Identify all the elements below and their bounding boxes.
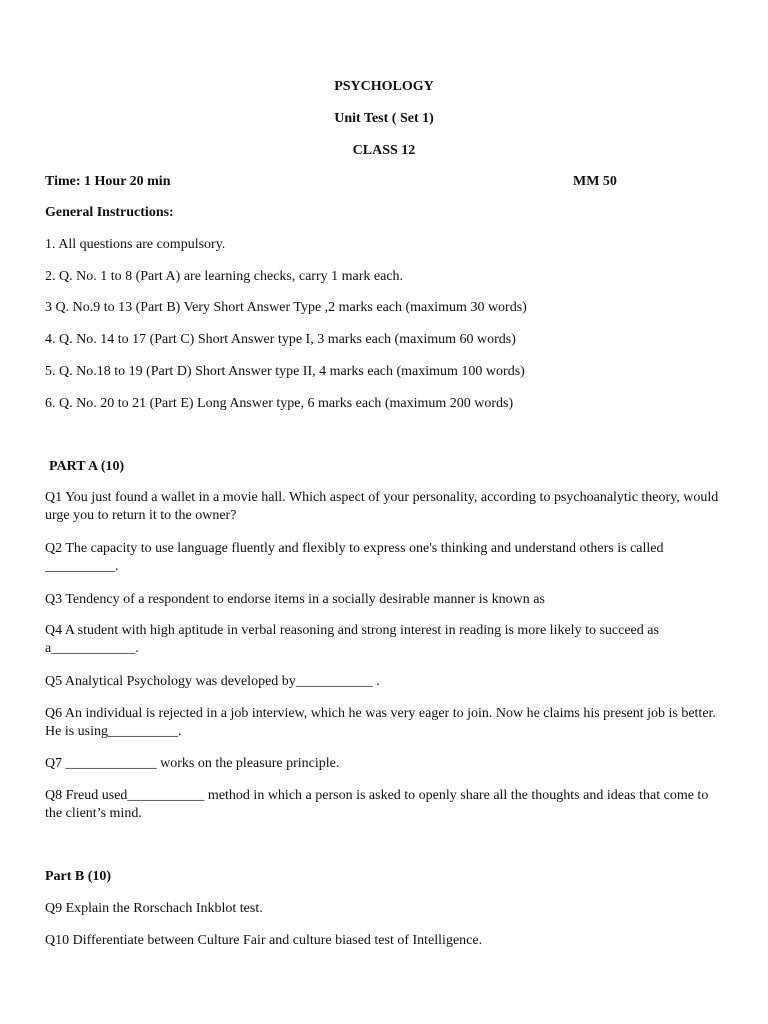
class-label: CLASS 12 <box>352 143 416 158</box>
part-b-heading: Part B (10) <box>45 869 112 884</box>
question-item: Q3 Tendency of a respondent to endorse items in a socially desirable manner is known as <box>45 592 545 607</box>
instructions-heading: General Instructions: <box>45 205 174 220</box>
question-item: Q9 Explain the Rorschach Inkblot test. <box>45 901 263 916</box>
question-item: Q7 _____________ works on the pleasure principle. <box>45 756 340 771</box>
question-item: Q10 Differentiate between Culture Fair and culture biased test of Intelligence. <box>45 933 483 948</box>
instruction-item: 5. Q. No.18 to 19 (Part D) Short Answer type II, 4 marks each (maximum 100 words) <box>45 364 525 379</box>
question-item: Q8 Freud used___________ method in which a person is asked to openly share all the thoughts and ideas that come to the client’s mind. <box>45 788 709 821</box>
instruction-item: 6. Q. No. 20 to 21 (Part E) Long Answer type, 6 marks each (maximum 200 words) <box>45 396 514 411</box>
max-marks-label: MM 50 <box>573 174 617 189</box>
subject-title: PSYCHOLOGY <box>334 79 434 94</box>
question-item: Q6 An individual is rejected in a job interview, which he was very eager to join. Now he claims his present job is better. He is using__________. <box>45 706 716 739</box>
instruction-item: 2. Q. No. 1 to 8 (Part A) are learning checks, carry 1 mark each. <box>45 269 404 284</box>
part-a-heading: PART A (10) <box>49 459 125 474</box>
question-item: Q5 Analytical Psychology was developed by___________ . <box>45 674 380 689</box>
question-item: Q1 You just found a wallet in a movie hall. Which aspect of your personality, according to psychoanalytic theory, would urge you to return it to the owner? <box>45 490 719 523</box>
question-item: Q2 The capacity to use language fluently and flexibly to express one's thinking and understand others is called __________. <box>45 541 664 574</box>
instruction-item: 4. Q. No. 14 to 17 (Part C) Short Answer type I, 3 marks each (maximum 60 words) <box>45 332 516 347</box>
question-item: Q4 A student with high aptitude in verbal reasoning and strong interest in reading is more likely to succeed as a____________. <box>45 623 659 656</box>
time-label: Time: 1 Hour 20 min <box>45 174 171 189</box>
instruction-item: 3 Q. No.9 to 13 (Part B) Very Short Answer Type ,2 marks each (maximum 30 words) <box>45 300 527 315</box>
test-name: Unit Test ( Set 1) <box>334 111 434 126</box>
instruction-item: 1. All questions are compulsory. <box>45 237 226 252</box>
